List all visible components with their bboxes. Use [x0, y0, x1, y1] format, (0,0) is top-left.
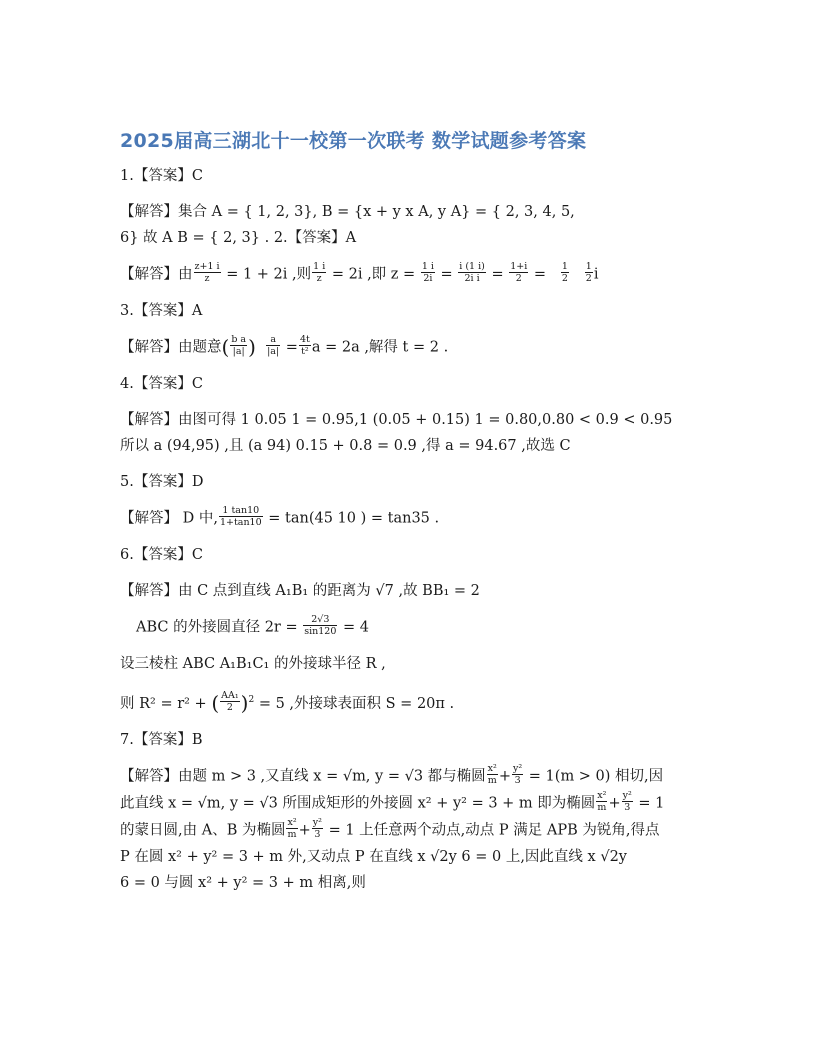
q2-eq-2: =	[491, 266, 504, 283]
document-title: 2025届高三湖北十一校第一次联考 数学试题参考答案	[120, 130, 587, 152]
q6-line-2-lead: ABC 的外接圆直径 2r =	[136, 619, 298, 636]
q5-tail: = tan(45 10 ) = tan35 .	[268, 510, 440, 527]
q4-solution-line-2: 所以 a (94,95) ,且 (a 94) 0.15 + 0.8 = 0.9 ,得 a = 94.67 ,故选 C	[120, 438, 571, 454]
q5-fraction: $\frac{1 \tan 10}{1+\tan 10}$	[219, 505, 262, 528]
q7-p1: 【解答】由题 m > 3 ,又直线 x = √m, y = √3 都与椭圆	[120, 768, 486, 785]
q3-tail: a = 2a ,解得 t = 2 .	[311, 339, 449, 356]
q7-ellipse-frac-4: $\frac{\text{y²}}{3}$	[622, 790, 632, 814]
q2-fraction-5: $\frac{1+i}{2}$	[510, 261, 528, 284]
q3-paren-close: )	[248, 334, 256, 359]
q7-plus-2: +	[608, 795, 621, 812]
q5-lead: 【解答】 D 中,	[120, 510, 218, 527]
q6-fraction: $\frac{2√3}{\sin 120}$	[304, 614, 337, 637]
q2-mid-1: = 1 + 2i ,则	[226, 266, 312, 283]
q2-fraction-6: $\frac{1}{2}$	[561, 261, 568, 284]
q7-p1b: = 1(m > 0) 相切,因	[528, 768, 664, 785]
q6-fraction-2: $\frac{\text{AA₁}}{2}$	[221, 690, 239, 714]
q6-line-2-tail: = 4	[343, 619, 369, 636]
q6-paren-close: )	[240, 690, 249, 715]
q7-solution-line-4: P 在圆 x² + y² = 3 + m 外,又动点 P 在直线 x √2y 6 = 0 上,因此直线 x √2y	[120, 849, 627, 866]
q7-p3b: = 1 上任意两个动点,动点 P 满足 APB 为锐角,得点	[328, 822, 660, 839]
q7-plus-3: +	[298, 822, 311, 839]
q7-solution-line-1	[120, 765, 700, 788]
q4-answer: 4.【答案】C	[120, 376, 203, 392]
q2-fraction-7: $\frac{1}{2}$	[585, 261, 592, 284]
q6-square: 2	[248, 695, 255, 705]
q5-answer: 5.【答案】D	[120, 474, 204, 490]
q2-fraction-2: $\frac{1 i}{z}$	[313, 261, 326, 284]
q7-ellipse-frac-2: $\frac{\text{y²}}{3}$	[513, 763, 523, 787]
q6-solution-line-1: 【解答】由 C 点到直线 A₁B₁ 的距离为 √7 ,故 BB₁ = 2	[120, 583, 480, 599]
q6-solution-line-2	[120, 616, 700, 639]
q2-eq-1: =	[440, 266, 453, 283]
q7-ellipse-frac-1: $\frac{\text{x²}}{m}$	[487, 763, 497, 787]
q6-line-4-tail: = 5 ,外接球表面积 S = 20π .	[258, 695, 455, 712]
q3-lead: 【解答】由题意	[120, 339, 222, 356]
q4-solution-line-1: 【解答】由图可得 1 0.05 1 = 0.95,1 (0.05 + 0.15) 1 = 0.80,0.80 < 0.9 < 0.95	[120, 412, 673, 428]
q7-solution-line-5: 6 = 0 与圆 x² + y² = 3 + m 相离,则	[120, 875, 366, 892]
q7-ellipse-frac-3: $\frac{\text{x²}}{m}$	[597, 790, 607, 814]
q3-fraction-2: $\frac{4t}{\text{t²}}$	[299, 334, 310, 357]
q2-solution	[120, 263, 700, 286]
q7-ellipse-frac-6: $\frac{\text{y²}}{3}$	[312, 817, 322, 841]
q6-solution-line-4	[120, 689, 700, 715]
q2-eq-3: =	[533, 266, 547, 283]
answer-document	[120, 126, 700, 908]
q6-answer: 6.【答案】C	[120, 547, 203, 563]
q5-solution	[120, 507, 700, 530]
q1-answer: 1.【答案】C	[120, 168, 203, 184]
q7-ellipse-frac-5: $\frac{\text{x²}}{m}$	[287, 817, 297, 841]
q1-solution-continued: 6} 故 A B = { 2, 3} . 2.【答案】A	[120, 230, 357, 246]
q2-tail: i	[593, 266, 599, 283]
q3-vector-term: $\frac{\text{b a}}{|a|}$	[231, 334, 247, 357]
q7-solution-line-3	[120, 819, 700, 842]
q7-plus: +	[498, 768, 511, 785]
q6-paren-open: (	[211, 690, 220, 715]
q3-eq: =	[285, 339, 298, 356]
q7-solution-line-2	[120, 792, 700, 815]
q3-solution	[120, 336, 700, 359]
q3-paren-open: (	[221, 334, 230, 359]
q1-solution: 【解答】集合 A = { 1, 2, 3}, B = {x + y x A, y A} = { 2, 3, 4, 5,	[120, 204, 575, 220]
q7-p3: 的蒙日圆,由 A、B 为椭圆	[120, 822, 286, 839]
q2-fraction-1: $\frac{z+1 i}{z}$	[194, 261, 220, 284]
q2-mid-2: = 2i ,即 z =	[331, 266, 416, 283]
q2-lead: 【解答】由	[120, 266, 193, 283]
q7-p2: 此直线 x = √m, y = √3 所围成矩形的外接圆 x² + y² = 3 + m 即为椭圆	[120, 795, 596, 812]
q7-answer: 7.【答案】B	[120, 732, 203, 749]
q3-fraction-1: $\frac{a}{|a|}$	[267, 334, 280, 357]
q2-fraction-4: $\frac{i (1 i)}{\text{2i i}}$	[459, 261, 485, 284]
q3-answer: 3.【答案】A	[120, 303, 203, 319]
q2-fraction-3: $\frac{1 i}{2i}$	[421, 261, 434, 284]
q6-solution-line-3: 设三棱柱 ABC A₁B₁C₁ 的外接球半径 R ,	[120, 656, 386, 672]
q6-line-4-lead: 则 R² = r² +	[120, 695, 207, 712]
q7-p2b: = 1	[638, 795, 665, 812]
